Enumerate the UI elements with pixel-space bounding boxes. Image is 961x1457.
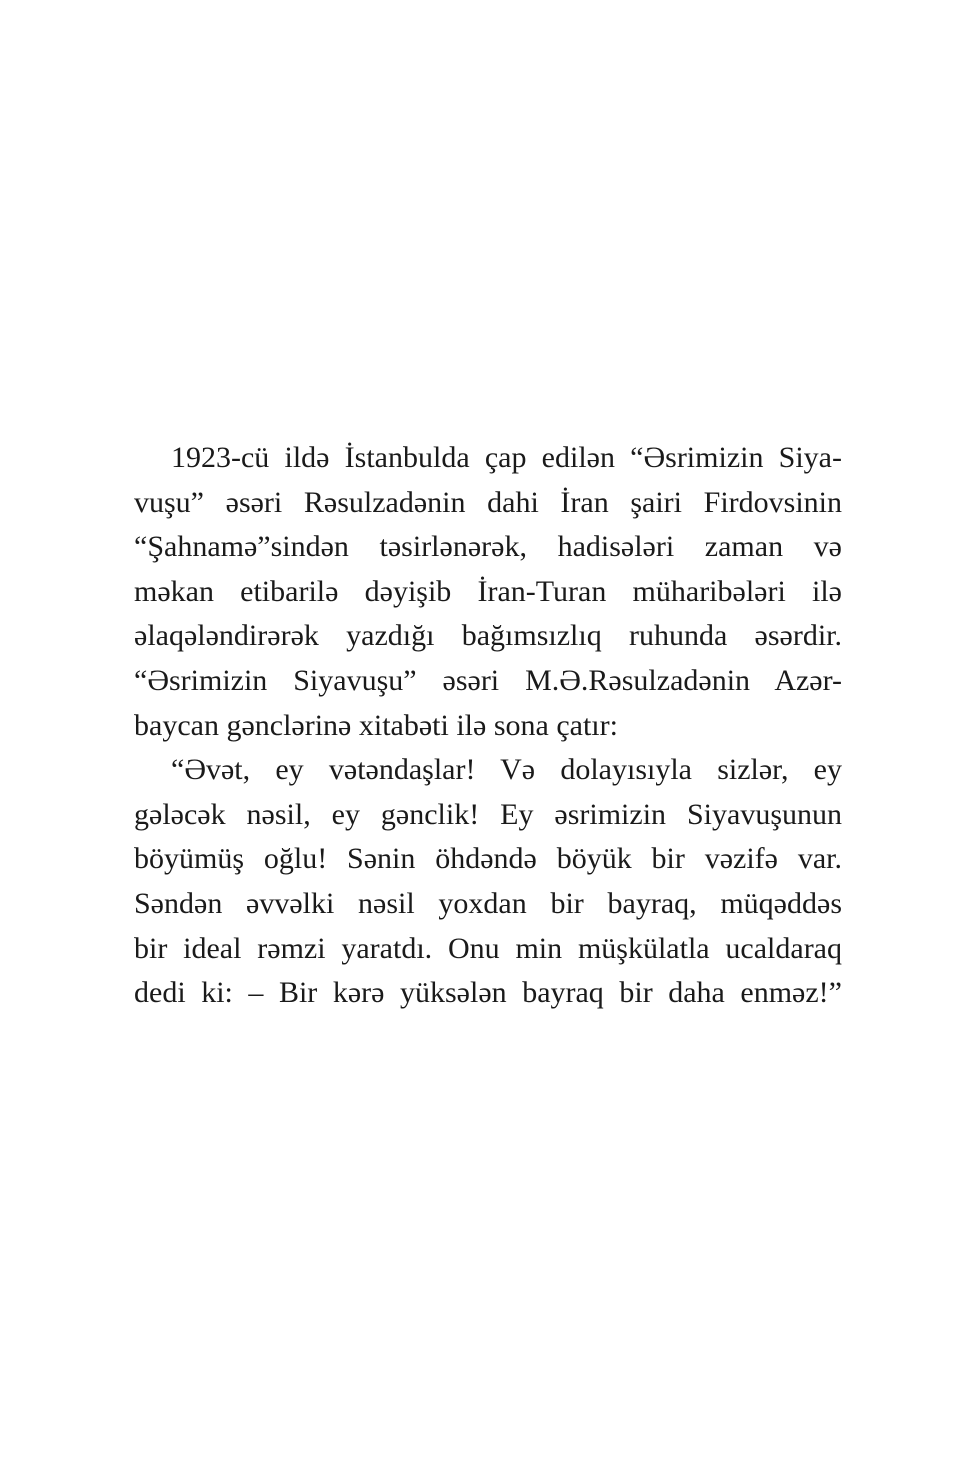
text-line: “Əvət, ey vətəndaşlar! Və dolayısıyla sizlər, ey	[171, 753, 842, 787]
paragraph-1	[134, 436, 842, 748]
text-line: “Şahnamə”sindən təsirlənərək, hadisələri zaman və	[134, 530, 842, 564]
text-line: məkan etibarilə dəyişib İran-Turan müharibələri ilə	[134, 574, 842, 608]
text-line: vuşu” əsəri Rəsulzadənin dahi İran şairi Firdovsinin	[134, 485, 842, 519]
text-line: Səndən əvvəlki nəsil yoxdan bir bayraq, müqəddəs	[134, 886, 842, 920]
text-line: əlaqələndirərək yazdığı bağımsızlıq ruhunda əsərdir.	[134, 619, 842, 653]
text-line: “Əsrimizin Siyavuşu” əsəri M.Ə.Rəsulzadənin Azər-	[134, 663, 842, 697]
text-line: 1923-cü ildə İstanbulda çap edilən “Əsrimizin Siya-	[171, 441, 842, 474]
body-text	[134, 436, 842, 1016]
text-line: dedi ki: – Bir kərə yüksələn bayraq bir daha enməz!”	[134, 976, 842, 1010]
text-line: bir ideal rəmzi yaratdı. Onu min müşkülatla ucaldaraq	[134, 931, 842, 965]
text-line: böyümüş oğlu! Sənin öhdəndə böyük bir vəzifə var.	[134, 842, 842, 876]
text-line: baycan gənclərinə xitabəti ilə sona çatır:	[134, 708, 618, 742]
text-line: gələcək nəsil, ey gənclik! Ey əsrimizin Siyavuşunun	[134, 797, 842, 831]
paragraph-2	[134, 748, 842, 1016]
